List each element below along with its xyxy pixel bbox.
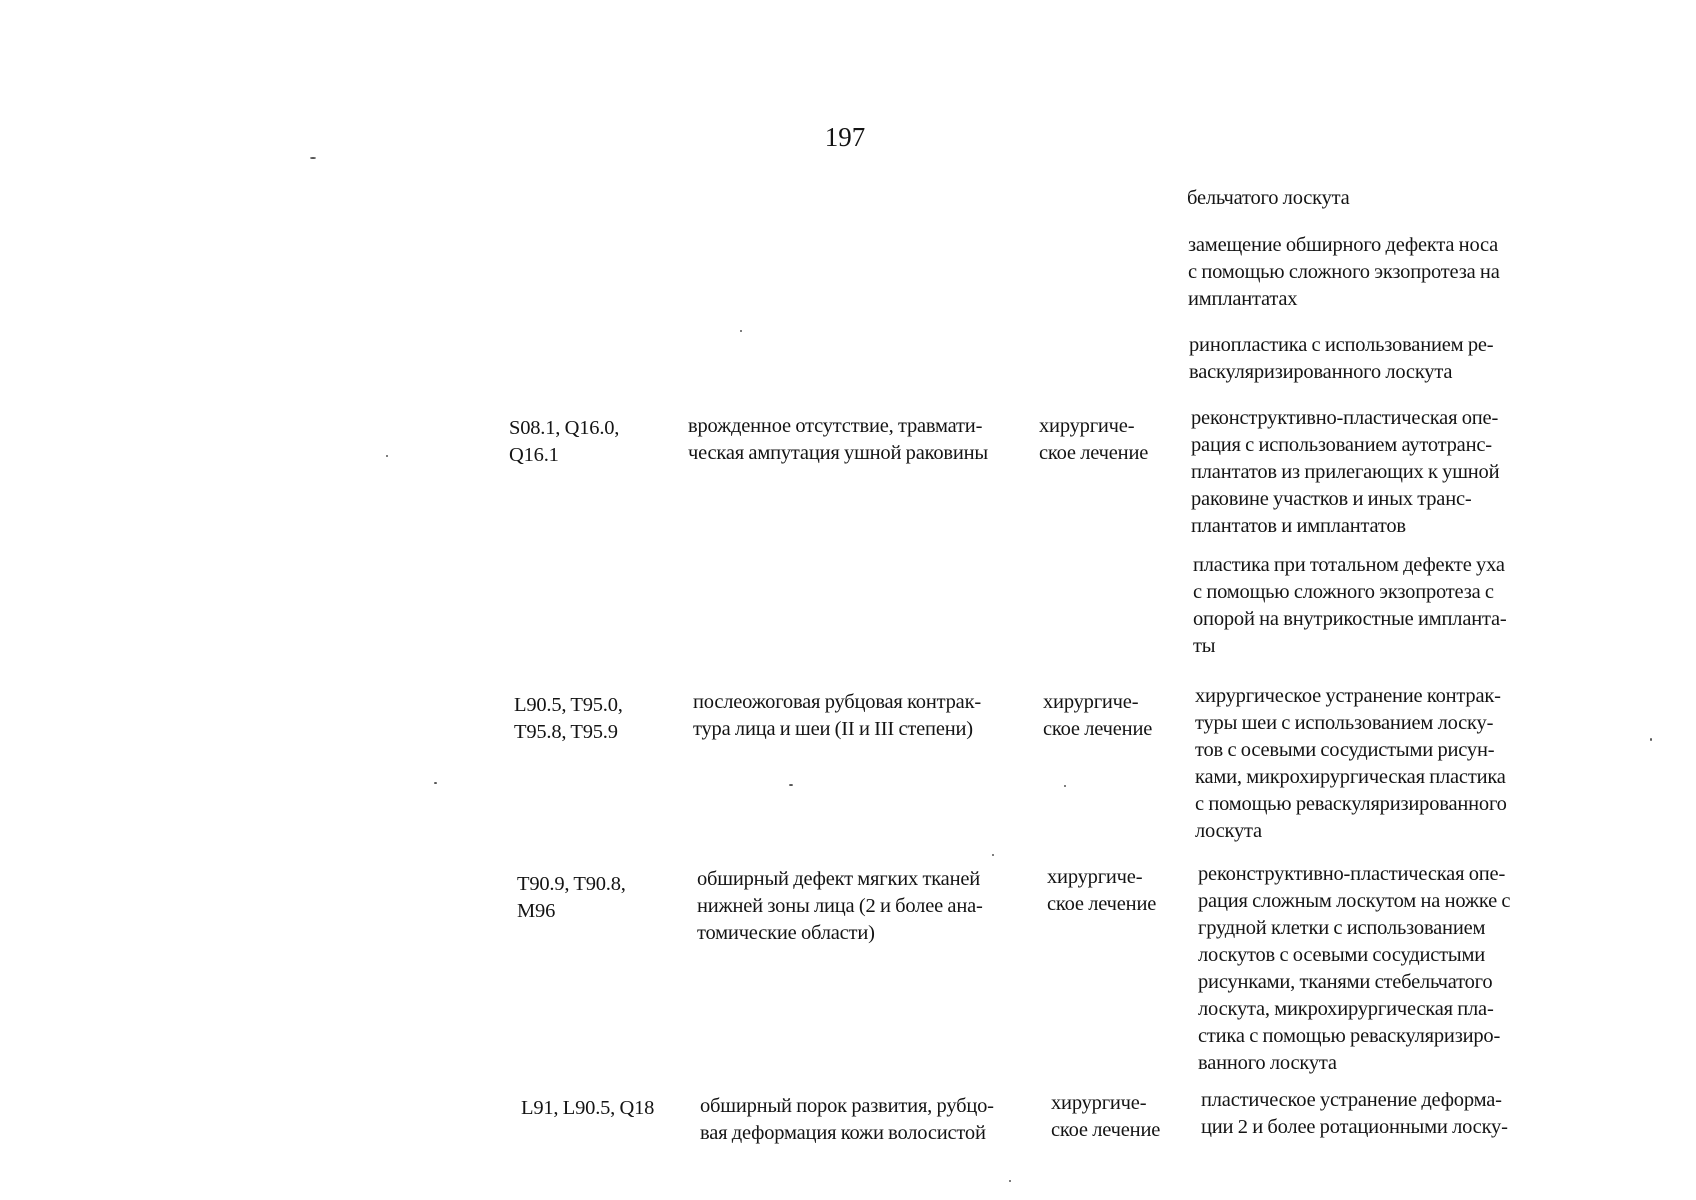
scan-speck xyxy=(1650,738,1652,741)
text-line: S08.1, Q16.0, xyxy=(509,417,620,439)
text-line: грудной клетки с использованием xyxy=(1198,917,1486,939)
text-line: ческая ампутация ушной раковины xyxy=(688,442,988,464)
text-line: M96 xyxy=(517,900,556,922)
method-item xyxy=(1189,332,1493,386)
treatment-type xyxy=(1039,413,1148,467)
text-line: томические области) xyxy=(697,922,875,944)
text-line: туры шеи с использованием лоску- xyxy=(1195,712,1494,734)
text-line: раковине участков и иных транс- xyxy=(1191,488,1472,510)
text-line: обширный порок развития, рубцо- xyxy=(700,1095,994,1117)
text-line: T90.9, T90.8, xyxy=(517,873,626,895)
text-line: пластическое устранение деформа- xyxy=(1201,1089,1502,1111)
text-line: реконструктивно-пластическая опе- xyxy=(1191,407,1499,429)
text-line: плантатов и имплантатов xyxy=(1191,515,1406,537)
text-line: замещение обширного дефекта носа xyxy=(1188,234,1499,256)
treatment-type xyxy=(1051,1090,1160,1144)
text-line: рация с использованием аутотранс- xyxy=(1191,434,1492,456)
condition-description xyxy=(693,689,981,743)
scan-speck xyxy=(789,784,793,786)
treatment-type xyxy=(1047,864,1156,918)
text-line: ванного лоскута xyxy=(1198,1052,1337,1074)
text-line: T95.8, T95.9 xyxy=(514,721,618,743)
condition-description xyxy=(700,1093,994,1147)
text-line: хирургиче- xyxy=(1047,866,1143,888)
text-line: с помощью реваскуляризированного xyxy=(1195,793,1507,815)
diagnosis-codes xyxy=(509,415,619,469)
text-line: рация сложным лоскутом на ножке с xyxy=(1198,890,1511,912)
text-line: бельчатого лоскута xyxy=(1187,187,1350,209)
text-line: ское лечение xyxy=(1051,1119,1161,1141)
text-line: ское лечение xyxy=(1043,718,1153,740)
condition-description xyxy=(688,413,988,467)
text-line: опорой на внутрикостные импланта- xyxy=(1193,608,1507,630)
text-line: реконструктивно-пластическая опе- xyxy=(1198,863,1506,885)
scan-speck xyxy=(1064,785,1066,787)
method-item xyxy=(1191,405,1499,540)
text-line: лоскутов с осевыми сосудистыми xyxy=(1198,944,1486,966)
diagnosis-codes xyxy=(517,871,626,925)
scan-speck xyxy=(1009,1180,1011,1182)
scan-speck xyxy=(310,157,316,159)
text-line: ции 2 и более ротационными лоску- xyxy=(1201,1116,1508,1138)
text-line: рисунками, тканями стебельчатого xyxy=(1198,971,1493,993)
method-item xyxy=(1198,861,1510,1077)
diagnosis-codes xyxy=(514,692,623,746)
text-line: васкуляризированного лоскута xyxy=(1189,361,1453,383)
method-item xyxy=(1201,1087,1508,1141)
page-number: 197 xyxy=(824,122,866,152)
text-line: хирургическое устранение контрак- xyxy=(1195,685,1501,707)
text-line: имплантатах xyxy=(1188,288,1298,310)
text-line: плантатов из прилегающих к ушной xyxy=(1191,461,1500,483)
text-line: вая деформация кожи волосистой xyxy=(700,1122,986,1144)
text-line: ками, микрохирургическая пластика xyxy=(1195,766,1506,788)
text-line: с помощью сложного экзопротеза на xyxy=(1188,261,1500,283)
diagnosis-codes xyxy=(521,1095,654,1122)
scan-speck xyxy=(434,782,437,784)
method-item xyxy=(1188,232,1500,313)
text-line: L90.5, T95.0, xyxy=(514,694,623,716)
text-line: хирургиче- xyxy=(1043,691,1139,713)
scan-speck xyxy=(740,330,742,332)
scan-speck xyxy=(992,854,994,856)
text-line: обширный дефект мягких тканей xyxy=(697,868,981,890)
method-item xyxy=(1187,185,1350,212)
text-line: лоскута xyxy=(1195,820,1262,842)
text-line: стика с помощью реваскуляризиро- xyxy=(1198,1025,1501,1047)
text-line: ское лечение xyxy=(1047,893,1157,915)
treatment-type xyxy=(1043,689,1152,743)
text-line: с помощью сложного экзопротеза с xyxy=(1193,581,1494,603)
text-line: хирургиче- xyxy=(1039,415,1135,437)
method-item xyxy=(1195,683,1507,845)
text-line: ское лечение xyxy=(1039,442,1149,464)
text-line: врожденное отсутствие, травмати- xyxy=(688,415,983,437)
text-line: ты xyxy=(1193,635,1216,657)
text-line: лоскута, микрохирургическая пла- xyxy=(1198,998,1494,1020)
text-line: L91, L90.5, Q18 xyxy=(521,1097,655,1119)
scan-speck xyxy=(386,455,388,457)
text-line: Q16.1 xyxy=(509,444,559,466)
text-line: нижней зоны лица (2 и более ана- xyxy=(697,895,983,917)
text-line: послеожоговая рубцовая контрак- xyxy=(693,691,981,713)
text-line: ринопластика с использованием ре- xyxy=(1189,334,1494,356)
text-line: пластика при тотальном дефекте уха xyxy=(1193,554,1505,576)
text-line: тов с осевыми сосудистыми рисун- xyxy=(1195,739,1495,761)
text-line: тура лица и шеи (II и III степени) xyxy=(693,718,973,740)
condition-description xyxy=(697,866,983,947)
method-item xyxy=(1193,552,1507,660)
text-line: хирургиче- xyxy=(1051,1092,1147,1114)
